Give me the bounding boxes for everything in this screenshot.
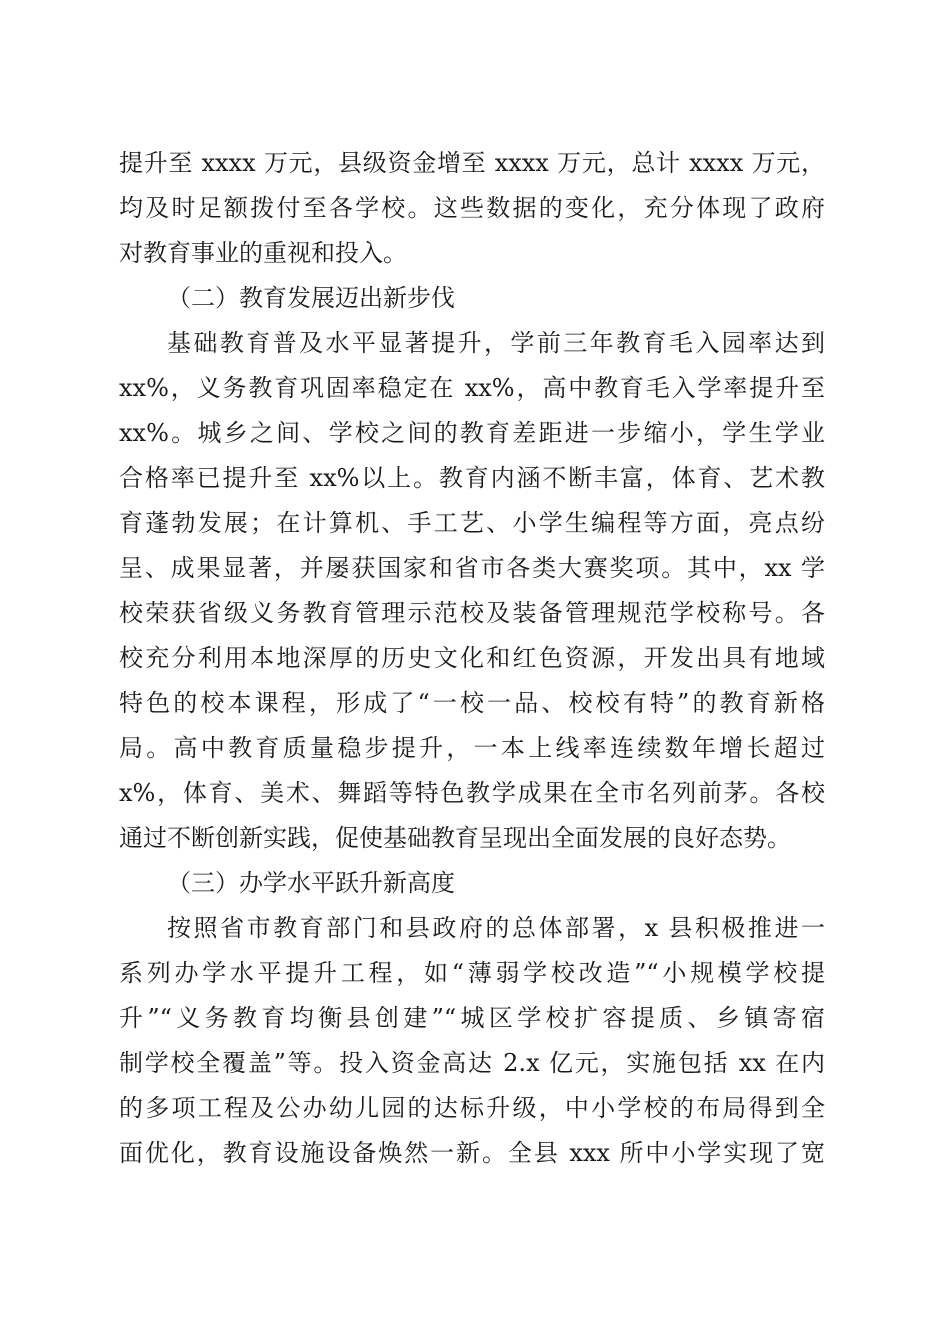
- text-line: 通过不断创新实践，促使基础教育呈现出全面发展的良好态势。: [119, 824, 791, 852]
- text-line: 制学校全覆盖”等。投入资金高达 2.x 亿元，实施包括 xx 在内: [119, 1049, 825, 1077]
- text-line: 对教育事业的重视和投入。: [119, 239, 407, 267]
- document-page: [119, 141, 825, 1176]
- intro-paragraph: [119, 141, 825, 276]
- text-line: 校荣获省级义务教育管理示范校及装备管理规范学校称号。各: [119, 599, 825, 627]
- text-line: 系列办学水平提升工程，如“薄弱学校改造”“小规模学校提: [119, 959, 825, 987]
- section-3-paragraph: [119, 906, 825, 1176]
- text-line: 基础教育普及水平显著提升，学前三年教育毛入园率达到: [167, 329, 825, 357]
- text-line: 提升至 xxxx 万元，县级资金增至 xxxx 万元，总计 xxxx 万元，: [119, 149, 825, 177]
- text-line: 均及时足额拨付至各学校。这些数据的变化，充分体现了政府: [119, 194, 825, 222]
- text-line: 呈、成果显著，并屡获国家和省市各类大赛奖项。其中，xx 学: [119, 554, 825, 582]
- text-line: xx%，义务教育巩固率稳定在 xx%，高中教育毛入学率提升至: [119, 374, 825, 402]
- text-line: 局。高中教育质量稳步提升，一本上线率连续数年增长超过: [119, 734, 825, 762]
- text-line: 的多项工程及公办幼儿园的达标升级，中小学校的布局得到全: [119, 1094, 825, 1122]
- text-line: 面优化，教育设施设备焕然一新。全县 xxx 所中小学实现了宽: [119, 1139, 825, 1167]
- section-2-paragraph: [119, 321, 825, 861]
- text-line: 按照省市教育部门和县政府的总体部署，x 县积极推进一: [167, 914, 825, 942]
- text-line: xx%。城乡之间、学校之间的教育差距进一步缩小，学生学业: [119, 419, 825, 447]
- section-heading-2: （二）教育发展迈出新步伐: [167, 284, 455, 312]
- text-line: x%，体育、美术、舞蹈等特色教学成果在全市名列前茅。各校: [119, 779, 825, 807]
- text-line: 校充分利用本地深厚的历史文化和红色资源，开发出具有地域: [119, 644, 825, 672]
- section-heading-3: （三）办学水平跃升新高度: [167, 869, 455, 897]
- text-line: 升”“义务教育均衡县创建”“城区学校扩容提质、乡镇寄宿: [119, 1004, 825, 1032]
- text-line: 合格率已提升至 xx%以上。教育内涵不断丰富，体育、艺术教: [119, 464, 825, 492]
- text-line: 育蓬勃发展；在计算机、手工艺、小学生编程等方面，亮点纷: [119, 509, 825, 537]
- text-line: 特色的校本课程，形成了“一校一品、校校有特”的教育新格: [119, 689, 825, 717]
